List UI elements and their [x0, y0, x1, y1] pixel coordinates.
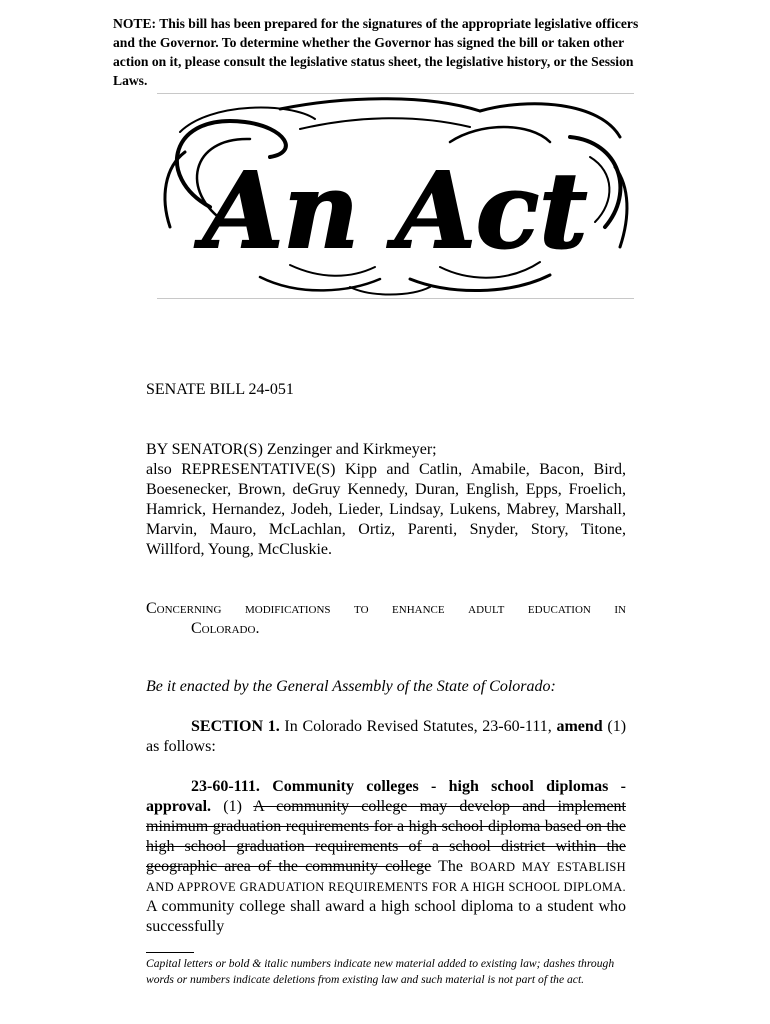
section-1	[146, 717, 626, 757]
section-label: SECTION 1.	[191, 718, 280, 735]
footnote: Capital letters or bold & italic numbers indicate new material added to existing law; dashes through words or numbers indicate deletions from existing law and such material is not part of the act.	[146, 957, 615, 986]
statute-subsection: (1)	[223, 798, 242, 815]
statute-heading: 23-60-111. Community colleges - high school diplomas - approval.	[146, 778, 626, 815]
footnote-divider	[146, 952, 194, 953]
bill-title-line1: Concerning modifications to enhance adult education in	[146, 600, 626, 617]
banner-title: An Act	[202, 149, 588, 272]
section-text-after: (1) as follows:	[146, 718, 627, 755]
an-act-banner	[150, 97, 640, 297]
enacting-clause: Be it enacted by the General Assembly of the State of Colorado:	[146, 678, 556, 695]
section-amend: amend	[556, 718, 603, 735]
deleted-text: A community college may develop and implement minimum graduation requirements for a high school diploma based on the high school graduation requirements of a school district within the geographic area of the community college	[146, 798, 626, 875]
added-text: BOARD MAY ESTABLISH AND APPROVE GRADUATION REQUIREMENTS FOR A HIGH SCHOOL DIPLOMA.	[146, 860, 626, 894]
banner-divider	[157, 298, 634, 299]
bill-title	[146, 599, 626, 639]
sponsors-block	[146, 440, 626, 560]
top-divider	[157, 93, 634, 94]
continuing-text: A community college shall award a high school diploma to a student who successfully	[146, 898, 626, 935]
bill-number: SENATE BILL 24-051	[146, 381, 294, 398]
house-sponsors: also REPRESENTATIVE(S) Kipp and Catlin, Amabile, Bacon, Bird, Boesenecker, Brown, deGruy Kennedy, Duran, English, Epps, Froelich, Hamrick, Hernandez, Jodeh, Lieder, Lindsay, Lukens, Mabrey, Marshall, Marvin, Mauro, McLachlan, Ortiz, Parenti, Snyder, Story, Titone, Willford, Young, McCluskie.	[146, 461, 626, 558]
added-lead: The	[438, 858, 463, 875]
bill-title-line2: Colorado.	[191, 620, 260, 637]
legislative-note: NOTE: This bill has been prepared for the signatures of the appropriate legislative officers and the Governor. To determine whether the Governor has signed the bill or taken other action on it, please consult the legislative status sheet, the legislative history, or the Session Laws.	[113, 16, 639, 88]
statute-text	[146, 777, 626, 937]
senate-sponsors: BY SENATOR(S) Zenzinger and Kirkmeyer;	[146, 441, 437, 458]
section-text-before: In Colorado Revised Statutes, 23-60-111,	[284, 718, 552, 735]
